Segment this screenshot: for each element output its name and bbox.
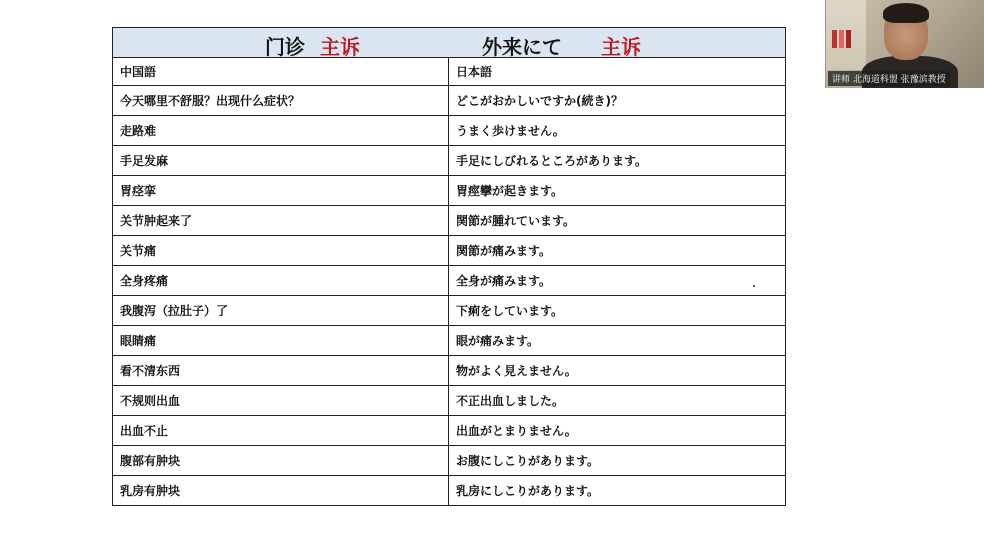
cell-ja: 不正出血しました。 bbox=[449, 386, 786, 416]
cell-zh: 走路难 bbox=[113, 116, 449, 146]
cell-zh: 不规则出血 bbox=[113, 386, 449, 416]
table-row bbox=[113, 146, 786, 176]
title-ja-highlight: 主诉 bbox=[601, 35, 641, 58]
table-row bbox=[113, 236, 786, 266]
column-header-row bbox=[113, 58, 786, 86]
cell-ja: うまく歩けません。 bbox=[449, 116, 786, 146]
table-row bbox=[113, 356, 786, 386]
table-row bbox=[113, 476, 786, 506]
column-header-ja: 日本語 bbox=[449, 58, 786, 86]
table-row bbox=[113, 386, 786, 416]
table-body bbox=[113, 86, 786, 506]
cell-ja: お腹にしこりがあります。 bbox=[449, 446, 786, 476]
cell-ja: 胃痙攣が起きます。 bbox=[449, 176, 786, 206]
cell-zh: 看不清东西 bbox=[113, 356, 449, 386]
table-row bbox=[113, 416, 786, 446]
cell-zh: 眼睛痛 bbox=[113, 326, 449, 356]
book-shape bbox=[846, 30, 851, 48]
presenter-name-tag: 讲师 北海道科盟 张豫滨教授 bbox=[828, 71, 950, 86]
presenter-hair bbox=[883, 3, 929, 23]
column-header-zh: 中国語 bbox=[113, 58, 449, 86]
table-row bbox=[113, 116, 786, 146]
cell-ja: 出血がとまりません。 bbox=[449, 416, 786, 446]
table-row bbox=[113, 206, 786, 236]
cell-ja: 関節が腫れています。 bbox=[449, 206, 786, 236]
cell-ja: どこがおかしいですか(続き)？ bbox=[449, 86, 786, 116]
background-bookshelf bbox=[826, 0, 866, 70]
cell-ja: 関節が痛みます。 bbox=[449, 236, 786, 266]
table-row bbox=[113, 296, 786, 326]
cell-ja: 眼が痛みます。 bbox=[449, 326, 786, 356]
book-shape bbox=[839, 30, 844, 48]
table-row bbox=[113, 326, 786, 356]
title-zh-prefix: 门诊 bbox=[265, 35, 305, 58]
cell-zh: 关节痛 bbox=[113, 236, 449, 266]
cell-zh: 胃痉挛 bbox=[113, 176, 449, 206]
table-row bbox=[113, 446, 786, 476]
title-ja-prefix: 外来にて bbox=[482, 35, 562, 58]
book-shape bbox=[832, 30, 837, 48]
cell-ja: 物がよく見えません。 bbox=[449, 356, 786, 386]
table-title bbox=[113, 28, 786, 58]
cell-ja: 全身が痛みます。 bbox=[449, 266, 786, 296]
table-row bbox=[113, 86, 786, 116]
cell-zh: 关节肿起来了 bbox=[113, 206, 449, 236]
cell-zh: 出血不止 bbox=[113, 416, 449, 446]
title-zh-highlight: 主诉 bbox=[320, 35, 360, 58]
mouse-pointer-dot bbox=[753, 285, 755, 287]
cell-ja: 下痢をしています。 bbox=[449, 296, 786, 326]
cell-zh: 全身疼痛 bbox=[113, 266, 449, 296]
table-row bbox=[113, 176, 786, 206]
cell-zh: 今天哪里不舒服？出现什么症状？ bbox=[113, 86, 449, 116]
table-title-row bbox=[113, 28, 786, 58]
webcam-video-tile[interactable] bbox=[825, 0, 984, 88]
vocabulary-table bbox=[112, 27, 786, 506]
cell-zh: 手足发麻 bbox=[113, 146, 449, 176]
cell-zh: 腹部有肿块 bbox=[113, 446, 449, 476]
cell-zh: 我腹泻（拉肚子）了 bbox=[113, 296, 449, 326]
cell-ja: 手足にしびれるところがあります。 bbox=[449, 146, 786, 176]
cell-ja: 乳房にしこりがあります。 bbox=[449, 476, 786, 506]
table-row bbox=[113, 266, 786, 296]
cell-zh: 乳房有肿块 bbox=[113, 476, 449, 506]
